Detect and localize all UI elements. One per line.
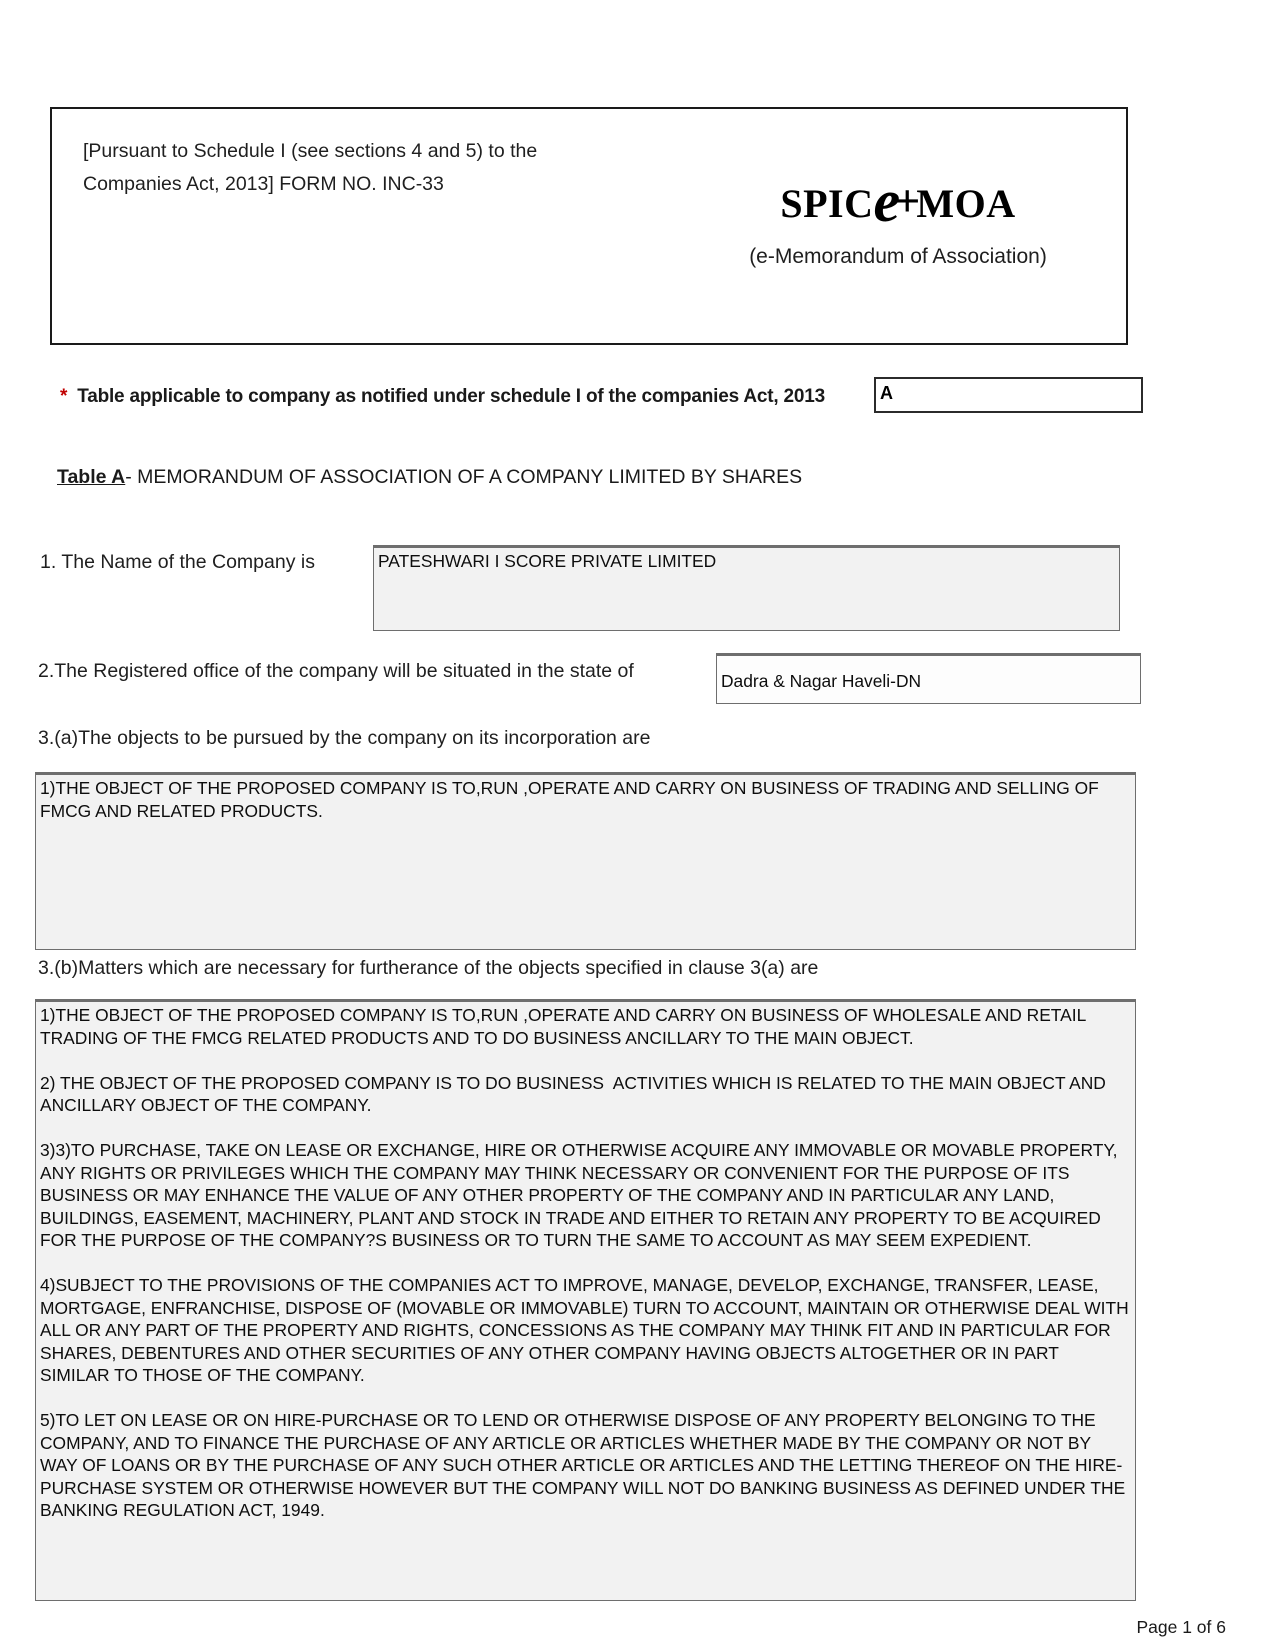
table-applicable-value-field[interactable]: A	[874, 377, 1143, 413]
spice-moa-wordmark	[648, 168, 1148, 243]
logo-plus-glyph: +	[894, 175, 921, 226]
objects-3b-field[interactable]	[35, 999, 1136, 1601]
required-asterisk: *	[60, 386, 68, 407]
table-applicable-label-text: Table applicable to company as notified under schedule I of the companies Act, 2013	[77, 386, 826, 407]
pursuant-schedule-text: [Pursuant to Schedule I (see sections 4 and 5) to the Companies Act, 2013] FORM NO. INC-33	[83, 140, 538, 195]
spice-moa-logo	[648, 168, 1148, 269]
objects-3a-field[interactable]: 1)THE OBJECT OF THE PROPOSED COMPANY IS TO,RUN ,OPERATE AND CARRY ON BUSINESS OF TRADING AND SELLING OF FMCG AND RELATED PRODUCTS.	[35, 772, 1136, 950]
logo-spic-text: SPIC	[780, 181, 874, 226]
table-a-prefix: Table A	[57, 466, 126, 488]
page-indicator: Page 1 of 6	[1136, 1617, 1226, 1637]
registered-office-state-field[interactable]: Dadra & Nagar Haveli-DN	[716, 653, 1141, 704]
company-name-field[interactable]: PATESHWARI I SCORE PRIVATE LIMITED	[373, 545, 1120, 631]
logo-subtitle: (e-Memorandum of Association)	[749, 245, 1047, 268]
table-a-heading	[57, 466, 802, 489]
table-applicable-label	[60, 386, 825, 408]
objects-3b-paragraph: 4)SUBJECT TO THE PROVISIONS OF THE COMPANIES ACT TO IMPROVE, MANAGE, DEVELOP, EXCHANGE, TRANSFER, LEASE, MORTGAGE, ENFRANCHISE, DISPOSE OF (MOVABLE OR IMMOVABLE) TURN TO ACCOUNT, MAINTAIN OR OTHERWISE DEAL WITH ALL OR ANY PART OF THE PROPERTY AND RIGHTS, CONCESSIONS AS THE COMPANY MAY THINK FIT AND IN PARTICULAR FOR SHARES, DEBENTURES AND OTHER SECURITIES OF ANY OTHER COMPANY HAVING OBJECTS ALTOGETHER OR IN PART SIMILAR TO THOSE OF THE COMPANY.	[40, 1275, 1133, 1385]
objects-3a-label: 3.(a)The objects to be pursued by the company on its incorporation are	[38, 727, 651, 749]
objects-3b-paragraph: 3)3)TO PURCHASE, TAKE ON LEASE OR EXCHANGE, HIRE OR OTHERWISE ACQUIRE ANY IMMOVABLE OR MOVABLE PROPERTY, ANY RIGHTS OR PRIVILEGES WHICH THE COMPANY MAY THINK NECESSARY OR CONVENIENT FOR THE PURPOSE OF ITS BUSINESS OR MAY ENHANCE THE VALUE OF ANY OTHER PROPERTY OF THE COMPANY AND IN PARTICULAR ANY LAND, BUILDINGS, EASEMENT, MACHINERY, PLANT AND STOCK IN TRADE AND EITHER TO RETAIN ANY PROPERTY TO BE ACQUIRED FOR THE PURPOSE OF THE COMPANY?S BUSINESS OR TO TURN THE SAME TO ACCOUNT AS MAY SEEM EXPEDIENT.	[40, 1140, 1122, 1250]
objects-3b-paragraph: 5)TO LET ON LEASE OR ON HIRE-PURCHASE OR TO LEND OR OTHERWISE DISPOSE OF ANY PROPERTY BELONGING TO THE COMPANY, AND TO FINANCE THE PURCHASE OF ANY ARTICLE OR ARTICLES WHETHER MADE BY THE COMPANY OR NOT BY WAY OF LOANS OR BY THE PURCHASE OF ANY SUCH OTHER ARTICLE OR ARTICLES AND THE LETTING THEREOF ON THE HIRE-PURCHASE SYSTEM OR OTHERWISE HOWEVER BUT THE COMPANY WILL NOT DO BANKING BUSINESS AS DEFINED UNDER THE BANKING REGULATION ACT, 1949.	[40, 1410, 1131, 1520]
objects-3b-paragraph: 1)THE OBJECT OF THE PROPOSED COMPANY IS TO,RUN ,OPERATE AND CARRY ON BUSINESS OF WHOLESALE AND RETAIL TRADING OF THE FMCG RELATED PRODUCTS AND TO DO BUSINESS ANCILLARY TO THE MAIN OBJECT.	[40, 1005, 1091, 1048]
table-a-rest: - MEMORANDUM OF ASSOCIATION OF A COMPANY LIMITED BY SHARES	[125, 466, 803, 488]
objects-3b-label: 3.(b)Matters which are necessary for furtherance of the objects specified in clause 3(a) are	[38, 957, 819, 979]
objects-3b-paragraph: 2) THE OBJECT OF THE PROPOSED COMPANY IS TO DO BUSINESS ACTIVITIES WHICH IS RELATED TO THE MAIN OBJECT AND ANCILLARY OBJECT OF THE COMPANY.	[40, 1072, 1110, 1115]
header-box	[50, 107, 1128, 345]
logo-moa-text: MOA	[916, 181, 1016, 226]
logo-e-glyph: e	[873, 168, 901, 234]
company-name-label: 1. The Name of the Company is	[40, 551, 315, 573]
registered-office-label: 2.The Registered office of the company will be situated in the state of	[38, 660, 634, 682]
